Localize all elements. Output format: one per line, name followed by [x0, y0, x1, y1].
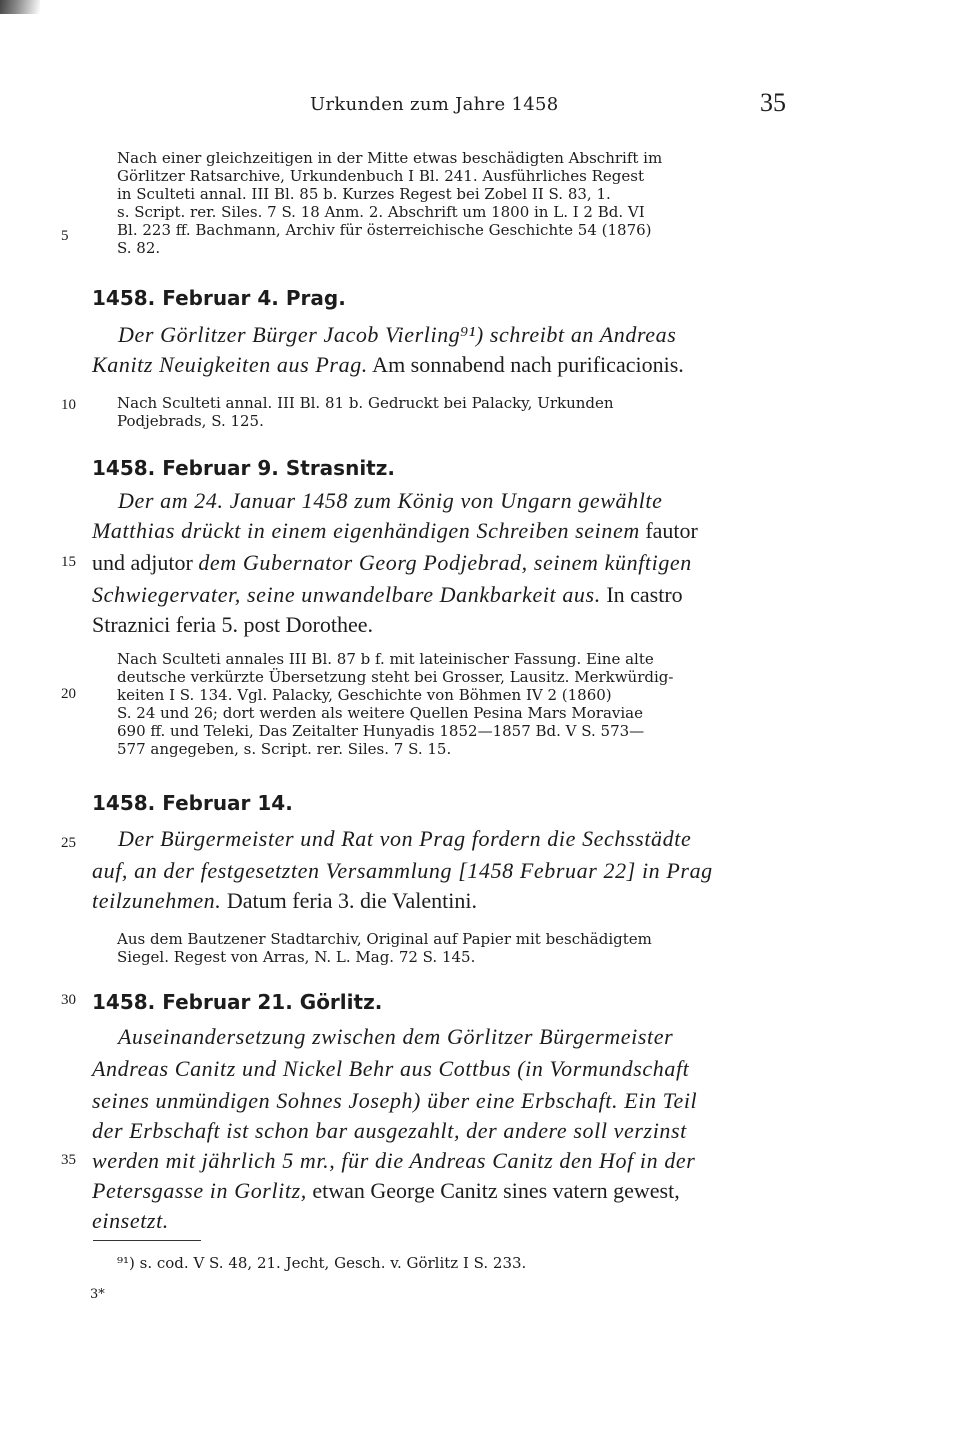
regest-italic: dem Gubernator Georg Podjebrad, seinem künftigen — [198, 550, 692, 575]
regest-italic: seines unmündigen Sohnes Joseph) über eine Erbschaft. Ein Teil — [92, 1088, 698, 1113]
regest-italic: werden mit jährlich 5 mr., für die Andreas Canitz den Hof in der — [92, 1148, 696, 1173]
regest-italic: einsetzt. — [92, 1208, 169, 1233]
regest-plain: Straznici feria 5. post Dorothee. — [92, 612, 374, 637]
note-line: 690 ff. und Teleki, Das Zeitalter Hunyadis 1852—1857 Bd. V S. 573— — [117, 722, 645, 740]
regest-italic: Auseinandersetzung zwischen dem Görlitzer Bürgermeister — [118, 1024, 674, 1049]
regest-line — [92, 1090, 697, 1112]
regest-line — [92, 890, 477, 912]
line-number: 20 — [61, 686, 76, 702]
entry-heading: 1458. Februar 9. Strasnitz. — [92, 456, 395, 480]
footnote: ⁹¹) s. cod. V S. 48, 21. Jecht, Gesch. v. Görlitz I S. 233. — [117, 1254, 527, 1272]
regest-italic: Andreas Canitz und Nickel Behr aus Cottbus (in Vormundschaft — [92, 1056, 690, 1081]
regest-plain: Datum feria 3. die Valentini. — [221, 888, 477, 913]
entry-heading: 1458. Februar 21. Görlitz. — [92, 990, 383, 1014]
line-number: 15 — [61, 554, 76, 570]
regest-italic: Der Görlitzer Bürger Jacob Vierling⁹¹) schreibt an Andreas — [118, 322, 677, 347]
regest-line — [118, 490, 663, 512]
note-line: Bl. 223 ff. Bachmann, Archiv für österreichische Geschichte 54 (1876) — [117, 221, 652, 239]
regest-italic: Petersgasse in Gorlitz, — [92, 1178, 307, 1203]
regest-plain: In castro — [600, 582, 683, 607]
regest-italic: der Erbschaft ist schon bar ausgezahlt, der andere soll verzinst — [92, 1118, 687, 1143]
signature-mark: 3* — [90, 1287, 105, 1302]
regest-line — [118, 828, 691, 850]
regest-line — [92, 584, 683, 606]
note-line: Nach Sculteti annales III Bl. 87 b f. mit lateinischer Fassung. Eine alte — [117, 650, 654, 668]
note-line: deutsche verkürzte Übersetzung steht bei Grosser, Lausitz. Merkwürdig- — [117, 668, 674, 686]
regest-line — [92, 354, 684, 376]
regest-italic: Der am 24. Januar 1458 zum König von Ungarn gewählte — [118, 488, 663, 513]
regest-line — [92, 1180, 680, 1202]
note-line: Nach Sculteti annal. III Bl. 81 b. Gedruckt bei Palacky, Urkunden — [117, 394, 614, 412]
line-number: 5 — [61, 228, 69, 244]
line-number: 10 — [61, 397, 76, 413]
line-number: 35 — [61, 1152, 76, 1168]
regest-italic: Matthias drückt in einem eigenhändigen Schreiben seinem — [92, 518, 640, 543]
note-line: 577 angegeben, s. Script. rer. Siles. 7 S. 15. — [117, 740, 452, 758]
regest-line — [92, 1120, 687, 1142]
entry-heading: 1458. Februar 4. Prag. — [92, 286, 346, 310]
note-line: Podjebrads, S. 125. — [117, 412, 264, 430]
note-line: s. Script. rer. Siles. 7 S. 18 Anm. 2. Abschrift um 1800 in L. I 2 Bd. VI — [117, 203, 645, 221]
note-line: keiten I S. 134. Vgl. Palacky, Geschichte von Böhmen IV 2 (1860) — [117, 686, 612, 704]
regest-line — [92, 1058, 689, 1080]
note-line: Görlitzer Ratsarchive, Urkundenbuch I Bl. 241. Ausführliches Regest — [117, 167, 644, 185]
regest-line — [92, 552, 692, 574]
regest-line — [92, 614, 373, 636]
regest-line — [92, 1210, 169, 1232]
line-number: 25 — [61, 835, 76, 851]
regest-plain: fautor — [639, 518, 698, 543]
note-line: Aus dem Bautzener Stadtarchiv, Original auf Papier mit beschädigtem — [117, 930, 652, 948]
line-number: 30 — [61, 992, 76, 1008]
regest-plain: etwan George Canitz sines vatern gewest, — [306, 1178, 680, 1203]
entry-heading: 1458. Februar 14. — [92, 791, 293, 815]
regest-italic: Kanitz Neuigkeiten aus Prag. — [92, 352, 368, 377]
regest-italic: teilzunehmen. — [92, 888, 222, 913]
footnote-rule — [93, 1240, 201, 1241]
regest-italic: auf, an der festgesetzten Versammlung [1458 Februar 22] in Prag — [92, 858, 713, 883]
running-title: Urkunden zum Jahre 1458 — [310, 94, 559, 115]
note-line: S. 82. — [117, 239, 161, 257]
regest-italic: Schwiegervater, seine unwandelbare Dankbarkeit aus. — [92, 582, 601, 607]
note-line: in Sculteti annal. III Bl. 85 b. Kurzes Regest bei Zobel II S. 83, 1. — [117, 185, 611, 203]
regest-plain: und adjutor — [92, 550, 199, 575]
note-line: Siegel. Regest von Arras, N. L. Mag. 72 S. 145. — [117, 948, 476, 966]
regest-line — [92, 860, 713, 882]
page-number: 35 — [760, 88, 786, 117]
regest-line — [92, 520, 698, 542]
regest-plain: Am sonnabend nach purificacionis. — [367, 352, 684, 377]
regest-line — [118, 324, 676, 346]
scan-edge — [0, 0, 40, 14]
note-line: Nach einer gleichzeitigen in der Mitte etwas beschädigten Abschrift im — [117, 149, 663, 167]
regest-line — [118, 1026, 673, 1048]
regest-italic: Der Bürgermeister und Rat von Prag fordern die Sechsstädte — [118, 826, 692, 851]
note-line: S. 24 und 26; dort werden als weitere Quellen Pesina Mars Moraviae — [117, 704, 643, 722]
regest-line — [92, 1150, 695, 1172]
